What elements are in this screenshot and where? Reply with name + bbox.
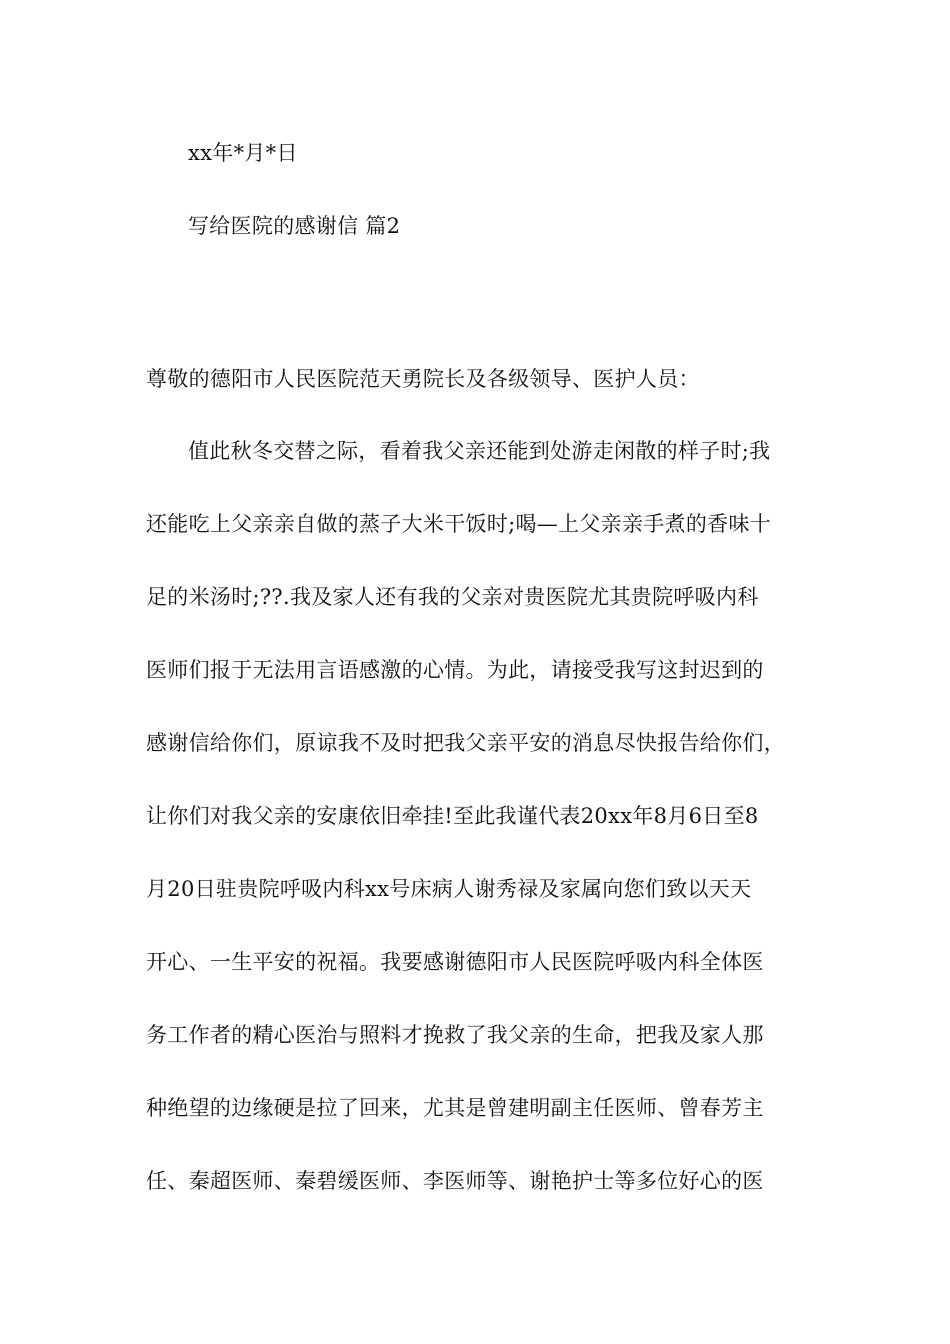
body-line: 让你们对我父亲的安康依旧牵挂!至此我谨代表20xx年8月6日至8: [146, 804, 759, 828]
body-line: 足的米汤时;??.我及家人还有我的父亲对贵医院尤其贵院呼吸内科: [146, 585, 759, 609]
body-line: 种绝望的边缘硬是拉了回来，尤其是曾建明副主任医师、曾春芳主: [146, 1096, 764, 1120]
body-line: 医师们报于无法用言语感激的心情。为此，请接受我写这封迟到的: [146, 658, 764, 682]
body-line: 务工作者的精心医治与照料才挽救了我父亲的生命，把我及家人那: [146, 1023, 764, 1047]
body-line: 开心、一生平安的祝福。我要感谢德阳市人民医院呼吸内科全体医: [146, 950, 764, 974]
date-line: xx年*月*日: [188, 141, 298, 165]
body-line: 值此秋冬交替之际，看着我父亲还能到处游走闲散的样子时;我: [188, 439, 771, 463]
body-line: 任、秦超医师、秦碧缓医师、李医师等、谢艳护士等多位好心的医: [146, 1169, 764, 1193]
body-line: 还能吃上父亲亲自做的蒸子大米干饭时;喝—上父亲亲手煮的香味十: [146, 512, 772, 536]
letter-heading: 写给医院的感谢信 篇2: [188, 214, 401, 238]
body-line: 感谢信给你们，原谅我不及时把我父亲平安的消息尽快报告给你们，: [146, 731, 785, 755]
body-line: 月20日驻贵院呼吸内科xx号床病人谢秀禄及家属向您们致以天天: [146, 877, 752, 901]
salutation: 尊敬的德阳市人民医院范天勇院长及各级领导、医护人员：: [146, 367, 700, 391]
